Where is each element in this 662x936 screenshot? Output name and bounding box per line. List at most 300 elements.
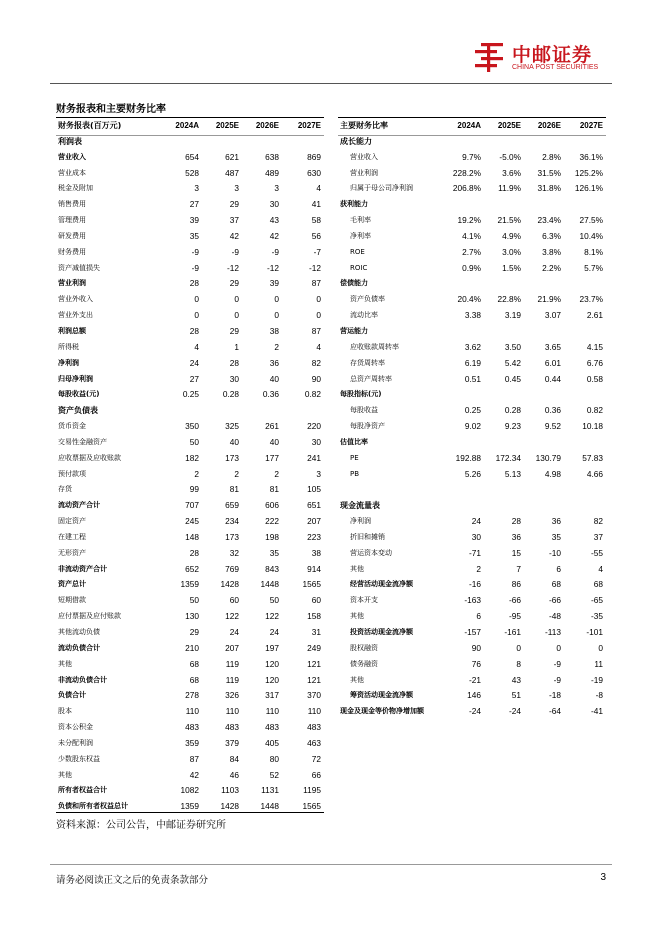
- row-value: 120: [265, 658, 279, 669]
- row-value: 0.28: [504, 405, 521, 416]
- row-value: 843: [265, 563, 279, 574]
- table-row: [338, 641, 606, 657]
- row-value: 87: [311, 325, 321, 336]
- row-value: 172.34: [495, 452, 521, 463]
- row-value: 27: [189, 373, 199, 384]
- row-value: 121: [307, 658, 321, 669]
- financial-ratio-cashflow-table: [338, 118, 606, 720]
- table-row: [338, 562, 606, 578]
- row-label: 经营活动现金流净额: [350, 580, 413, 589]
- row-value: 3.0%: [502, 246, 521, 257]
- row-value: 0: [274, 294, 279, 305]
- row-value: [282, 403, 324, 419]
- row-value: 28: [511, 516, 521, 527]
- row-value: -12: [267, 262, 279, 273]
- row-value: 621: [225, 151, 239, 162]
- row-label: 其他: [350, 564, 364, 573]
- row-value: 35: [269, 547, 279, 558]
- row-value: 2: [274, 468, 279, 479]
- row-value: -7: [313, 246, 321, 257]
- table-row: [56, 403, 324, 419]
- table-row: [56, 799, 324, 815]
- row-value: 0.25: [464, 405, 481, 416]
- row-value: 4.15: [586, 341, 603, 352]
- row-value: 0.82: [304, 389, 321, 400]
- table-row: [56, 387, 324, 403]
- row-value: 359: [185, 737, 199, 748]
- row-value: 9.7%: [462, 151, 481, 162]
- table-row: [338, 704, 606, 720]
- row-value: 914: [307, 563, 321, 574]
- table-row: [56, 482, 324, 498]
- table-row: [338, 292, 606, 308]
- row-value: 0.82: [586, 405, 603, 416]
- header-divider: [50, 83, 612, 84]
- row-value: 483: [265, 722, 279, 733]
- row-label: 净利润: [350, 517, 371, 526]
- table-row: [56, 736, 324, 752]
- row-value: 82: [311, 357, 321, 368]
- table-row: [338, 435, 606, 451]
- row-value: 68: [189, 658, 199, 669]
- table-row: [56, 673, 324, 689]
- row-label: 非流动资产合计: [58, 564, 107, 573]
- row-value: 405: [265, 737, 279, 748]
- row-value: 126.1%: [574, 183, 603, 194]
- table-row: [56, 419, 324, 435]
- row-value: 1448: [260, 579, 279, 590]
- row-label: 其他: [350, 675, 364, 684]
- row-value: 1131: [261, 785, 279, 796]
- row-value: [444, 387, 484, 403]
- table-row: [56, 245, 324, 261]
- row-value: [282, 134, 324, 150]
- table-row: [338, 530, 606, 546]
- row-value: 4.98: [544, 468, 561, 479]
- table-row: [56, 451, 324, 467]
- left-table-body: [56, 134, 324, 815]
- row-value: 6.76: [586, 357, 603, 368]
- row-value: 9.23: [504, 421, 521, 432]
- row-label: 营业外支出: [58, 311, 93, 320]
- row-label: 短期借款: [58, 596, 86, 605]
- table-row: [56, 340, 324, 356]
- row-value: 606: [265, 500, 279, 511]
- row-value: [524, 435, 564, 451]
- row-value: 210: [185, 642, 199, 653]
- row-label: 税金及附加: [58, 184, 93, 193]
- row-value: 0: [316, 310, 321, 321]
- row-value: 68: [189, 674, 199, 685]
- row-value: 86: [511, 579, 521, 590]
- row-label: 获利能力: [340, 200, 368, 209]
- row-label: 毛利率: [350, 216, 371, 225]
- row-label: 研发费用: [58, 231, 86, 240]
- row-value: 0: [556, 642, 561, 653]
- row-value: 261: [265, 421, 279, 432]
- row-label: 折旧和摊销: [350, 532, 385, 541]
- row-value: 20.4%: [457, 294, 481, 305]
- row-label: 估值比率: [340, 437, 368, 446]
- table-row: [338, 245, 606, 261]
- row-value: 90: [471, 642, 481, 653]
- row-label: 营业利润: [350, 168, 378, 177]
- row-value: 50: [189, 595, 199, 606]
- row-label: 应收票据及应收账款: [58, 453, 121, 462]
- row-label: 营运能力: [340, 326, 368, 335]
- row-value: [564, 435, 606, 451]
- row-value: 1.5%: [502, 262, 521, 273]
- table-row: [56, 577, 324, 593]
- row-value: -9: [553, 674, 561, 685]
- row-value: 56: [311, 230, 321, 241]
- row-label: 净利润: [58, 358, 79, 367]
- row-value: [444, 498, 484, 514]
- row-value: 15: [511, 547, 521, 558]
- row-value: 0.9%: [462, 262, 481, 273]
- row-value: 0: [316, 294, 321, 305]
- row-value: -66: [549, 595, 561, 606]
- row-value: 3: [194, 183, 199, 194]
- table-row: [56, 657, 324, 673]
- table-row: [338, 577, 606, 593]
- table-row: [56, 498, 324, 514]
- table-row: [56, 768, 324, 784]
- row-value: 42: [189, 769, 199, 780]
- table-row: [56, 166, 324, 182]
- row-value: 8: [516, 658, 521, 669]
- row-label: 营业外收入: [58, 295, 93, 304]
- logo-chinese-text: 中邮证券: [512, 44, 593, 66]
- row-value: 158: [307, 611, 321, 622]
- row-value: [564, 498, 606, 514]
- table-row: [56, 372, 324, 388]
- row-value: [524, 482, 564, 498]
- left-table-header-row: [56, 118, 324, 134]
- row-value: 122: [265, 611, 279, 622]
- row-label: 管理费用: [58, 216, 86, 225]
- table-row: [338, 134, 606, 150]
- row-value: 120: [265, 674, 279, 685]
- row-label: 销售费用: [58, 200, 86, 209]
- row-value: 8.1%: [584, 246, 603, 257]
- row-value: [524, 387, 564, 403]
- row-value: 220: [307, 421, 321, 432]
- row-value: [444, 482, 484, 498]
- row-value: 46: [229, 769, 239, 780]
- row-value: 29: [229, 325, 239, 336]
- right-table-header-row: [338, 118, 606, 134]
- row-value: 3.38: [464, 310, 481, 321]
- row-value: 1565: [302, 801, 321, 812]
- table-row: [56, 752, 324, 768]
- row-value: [484, 134, 524, 150]
- row-label: 其他: [58, 659, 72, 668]
- row-value: [524, 498, 564, 514]
- row-value: 0.58: [586, 373, 603, 384]
- row-label: 每股收益: [350, 406, 378, 415]
- table-row: [56, 546, 324, 562]
- row-value: -161: [504, 627, 521, 637]
- row-label: 营业收入: [58, 152, 86, 161]
- row-value: 659: [225, 500, 239, 511]
- row-value: 483: [185, 722, 199, 733]
- row-value: 29: [229, 199, 239, 210]
- row-value: 1103: [221, 785, 239, 796]
- table-row: [338, 181, 606, 197]
- table-row: [338, 403, 606, 419]
- row-value: [564, 387, 606, 403]
- row-value: 2: [476, 563, 481, 574]
- row-value: 82: [593, 516, 603, 527]
- row-value: 2.61: [586, 310, 603, 321]
- table-row: [338, 482, 606, 498]
- row-value: 1195: [303, 785, 321, 796]
- row-label: 净利率: [350, 231, 371, 240]
- row-value: 42: [269, 230, 279, 241]
- table-row: [338, 197, 606, 213]
- row-value: 10.18: [582, 421, 603, 432]
- row-value: 27: [189, 199, 199, 210]
- row-value: [162, 134, 202, 150]
- row-value: 1359: [180, 801, 199, 812]
- row-value: 30: [311, 436, 321, 447]
- row-value: -64: [549, 706, 561, 717]
- row-label: 偿债能力: [340, 279, 368, 288]
- row-value: 0.28: [222, 389, 239, 400]
- row-value: -5.0%: [499, 151, 521, 162]
- row-value: -9: [191, 262, 199, 273]
- row-value: 57.83: [582, 452, 603, 463]
- table-row: [56, 134, 324, 150]
- row-value: -10: [549, 547, 561, 558]
- row-value: -9: [191, 246, 199, 257]
- row-value: 1082: [180, 785, 199, 796]
- row-value: [242, 134, 282, 150]
- row-value: -55: [591, 547, 603, 558]
- table-row: [56, 704, 324, 720]
- row-value: 24: [471, 516, 481, 527]
- row-value: 0: [274, 310, 279, 321]
- row-value: 38: [269, 325, 279, 336]
- table-row: [56, 688, 324, 704]
- row-value: [484, 482, 524, 498]
- row-label: 资产减值损失: [58, 263, 100, 272]
- row-value: [444, 435, 484, 451]
- row-label: 无形资产: [58, 548, 86, 557]
- row-value: 40: [269, 436, 279, 447]
- row-label: 货币资金: [58, 422, 86, 431]
- table-row: [338, 546, 606, 562]
- row-value: 35: [189, 230, 199, 241]
- row-value: 81: [229, 484, 239, 495]
- row-value: 22.8%: [497, 294, 521, 305]
- row-value: 249: [307, 642, 321, 653]
- row-value: 21.5%: [497, 215, 521, 226]
- row-label: 应付票据及应付账款: [58, 612, 121, 621]
- row-value: 5.7%: [584, 262, 603, 273]
- row-value: 278: [185, 690, 199, 701]
- left-header-2024a: 2024A: [175, 121, 199, 130]
- row-value: 21.9%: [537, 294, 561, 305]
- table-row: [338, 150, 606, 166]
- row-value: 206.8%: [452, 183, 481, 194]
- row-value: 350: [185, 421, 199, 432]
- row-value: -113: [545, 627, 561, 637]
- row-value: 234: [225, 516, 239, 527]
- row-value: [524, 276, 564, 292]
- row-value: 6.3%: [542, 230, 561, 241]
- row-value: 87: [189, 753, 199, 764]
- row-value: 30: [229, 373, 239, 384]
- row-value: 28: [189, 278, 199, 289]
- table-row: [338, 166, 606, 182]
- row-label: 少数股东权益: [58, 754, 100, 763]
- row-value: -66: [509, 595, 521, 606]
- row-label: 所得税: [58, 342, 79, 351]
- row-value: 3.8%: [542, 246, 561, 257]
- row-label: 资产总计: [58, 580, 86, 589]
- row-label: 每股指标(元): [340, 390, 382, 399]
- row-value: 2: [234, 468, 239, 479]
- row-value: 110: [265, 706, 279, 717]
- table-row: [338, 625, 606, 641]
- row-label: 利润表: [58, 136, 82, 146]
- row-value: 2.8%: [542, 151, 561, 162]
- row-value: 10.4%: [579, 230, 603, 241]
- row-value: 36: [511, 531, 521, 542]
- row-value: 81: [269, 484, 279, 495]
- row-value: -9: [553, 658, 561, 669]
- row-value: 2: [274, 341, 279, 352]
- row-value: 197: [265, 642, 279, 653]
- left-header-2026e: 2026E: [255, 121, 279, 130]
- row-value: 0: [194, 294, 199, 305]
- table-row: [338, 356, 606, 372]
- row-value: 110: [307, 706, 321, 717]
- row-label: 利润总额: [58, 326, 86, 335]
- row-value: 50: [189, 436, 199, 447]
- row-label: 归属于母公司净利润: [350, 184, 413, 193]
- row-value: [484, 435, 524, 451]
- china-post-logo-icon: [472, 40, 506, 74]
- row-value: 11.9%: [498, 183, 521, 194]
- row-value: 119: [225, 658, 239, 669]
- row-value: 80: [269, 753, 279, 764]
- row-value: -12: [227, 262, 239, 273]
- row-value: 654: [185, 151, 199, 162]
- row-value: 707: [185, 500, 199, 511]
- row-value: 528: [185, 167, 199, 178]
- row-value: 6: [556, 563, 561, 574]
- row-label: 其他: [350, 612, 364, 621]
- right-table-body: [338, 134, 606, 720]
- row-value: -95: [509, 611, 521, 622]
- row-value: 36: [269, 357, 279, 368]
- table-row: [56, 609, 324, 625]
- row-value: [242, 403, 282, 419]
- row-label: 所有者权益合计: [58, 786, 107, 795]
- row-value: 207: [225, 642, 239, 653]
- row-value: 182: [185, 452, 199, 463]
- row-value: -9: [231, 246, 239, 257]
- table-row: [56, 150, 324, 166]
- row-value: 4: [316, 341, 321, 352]
- table-row: [56, 261, 324, 277]
- row-value: [162, 403, 202, 419]
- row-value: 27.5%: [579, 215, 603, 226]
- table-row: [56, 276, 324, 292]
- row-value: 489: [265, 167, 279, 178]
- row-value: 11: [594, 658, 603, 669]
- row-label: 负债合计: [58, 691, 86, 700]
- table-row: [338, 261, 606, 277]
- row-value: 28: [229, 357, 239, 368]
- row-label: 资本公积金: [58, 723, 93, 732]
- table-row: [338, 467, 606, 483]
- row-value: -71: [469, 547, 481, 558]
- row-value: 28: [189, 547, 199, 558]
- row-label: 营业成本: [58, 168, 86, 177]
- row-label: 存货周转率: [350, 358, 385, 367]
- row-value: 1428: [220, 801, 239, 812]
- right-header-label: 主要财务比率: [340, 121, 388, 130]
- row-value: 1565: [302, 579, 321, 590]
- table-row: [338, 372, 606, 388]
- row-value: 5.26: [464, 468, 481, 479]
- row-value: [484, 324, 524, 340]
- row-value: -163: [464, 595, 481, 606]
- row-label: 资产负债表: [58, 406, 98, 416]
- row-value: 9.52: [544, 421, 561, 432]
- row-label: 股本: [58, 707, 72, 716]
- row-value: 23.4%: [537, 215, 561, 226]
- row-value: 110: [185, 706, 199, 717]
- table-row: [56, 530, 324, 546]
- row-value: 4: [194, 341, 199, 352]
- row-label: 存货: [58, 485, 72, 494]
- row-value: 3: [316, 468, 321, 479]
- row-label: 非流动负债合计: [58, 675, 107, 684]
- table-row: [56, 229, 324, 245]
- table-row: [338, 387, 606, 403]
- row-value: 245: [185, 516, 199, 527]
- row-value: [484, 387, 524, 403]
- row-value: 148: [185, 531, 199, 542]
- row-value: 30: [269, 199, 279, 210]
- row-value: [564, 276, 606, 292]
- row-value: 36: [551, 516, 561, 527]
- row-label: 流动资产合计: [58, 501, 100, 510]
- row-value: 68: [551, 579, 561, 590]
- row-value: -19: [591, 674, 603, 685]
- row-label: 预付款项: [58, 469, 86, 478]
- table-row: [56, 625, 324, 641]
- row-value: 207: [307, 516, 321, 527]
- row-value: 39: [269, 278, 279, 289]
- row-value: 3: [274, 183, 279, 194]
- table-row: [338, 340, 606, 356]
- row-label: 营业利润: [58, 279, 86, 288]
- row-value: 52: [269, 769, 279, 780]
- row-value: 2: [194, 468, 199, 479]
- row-value: 0.36: [544, 405, 561, 416]
- row-value: -35: [591, 611, 603, 622]
- row-value: 192.88: [455, 452, 481, 463]
- row-label: 成长能力: [340, 136, 372, 146]
- row-value: 6: [476, 611, 481, 622]
- row-value: [444, 134, 484, 150]
